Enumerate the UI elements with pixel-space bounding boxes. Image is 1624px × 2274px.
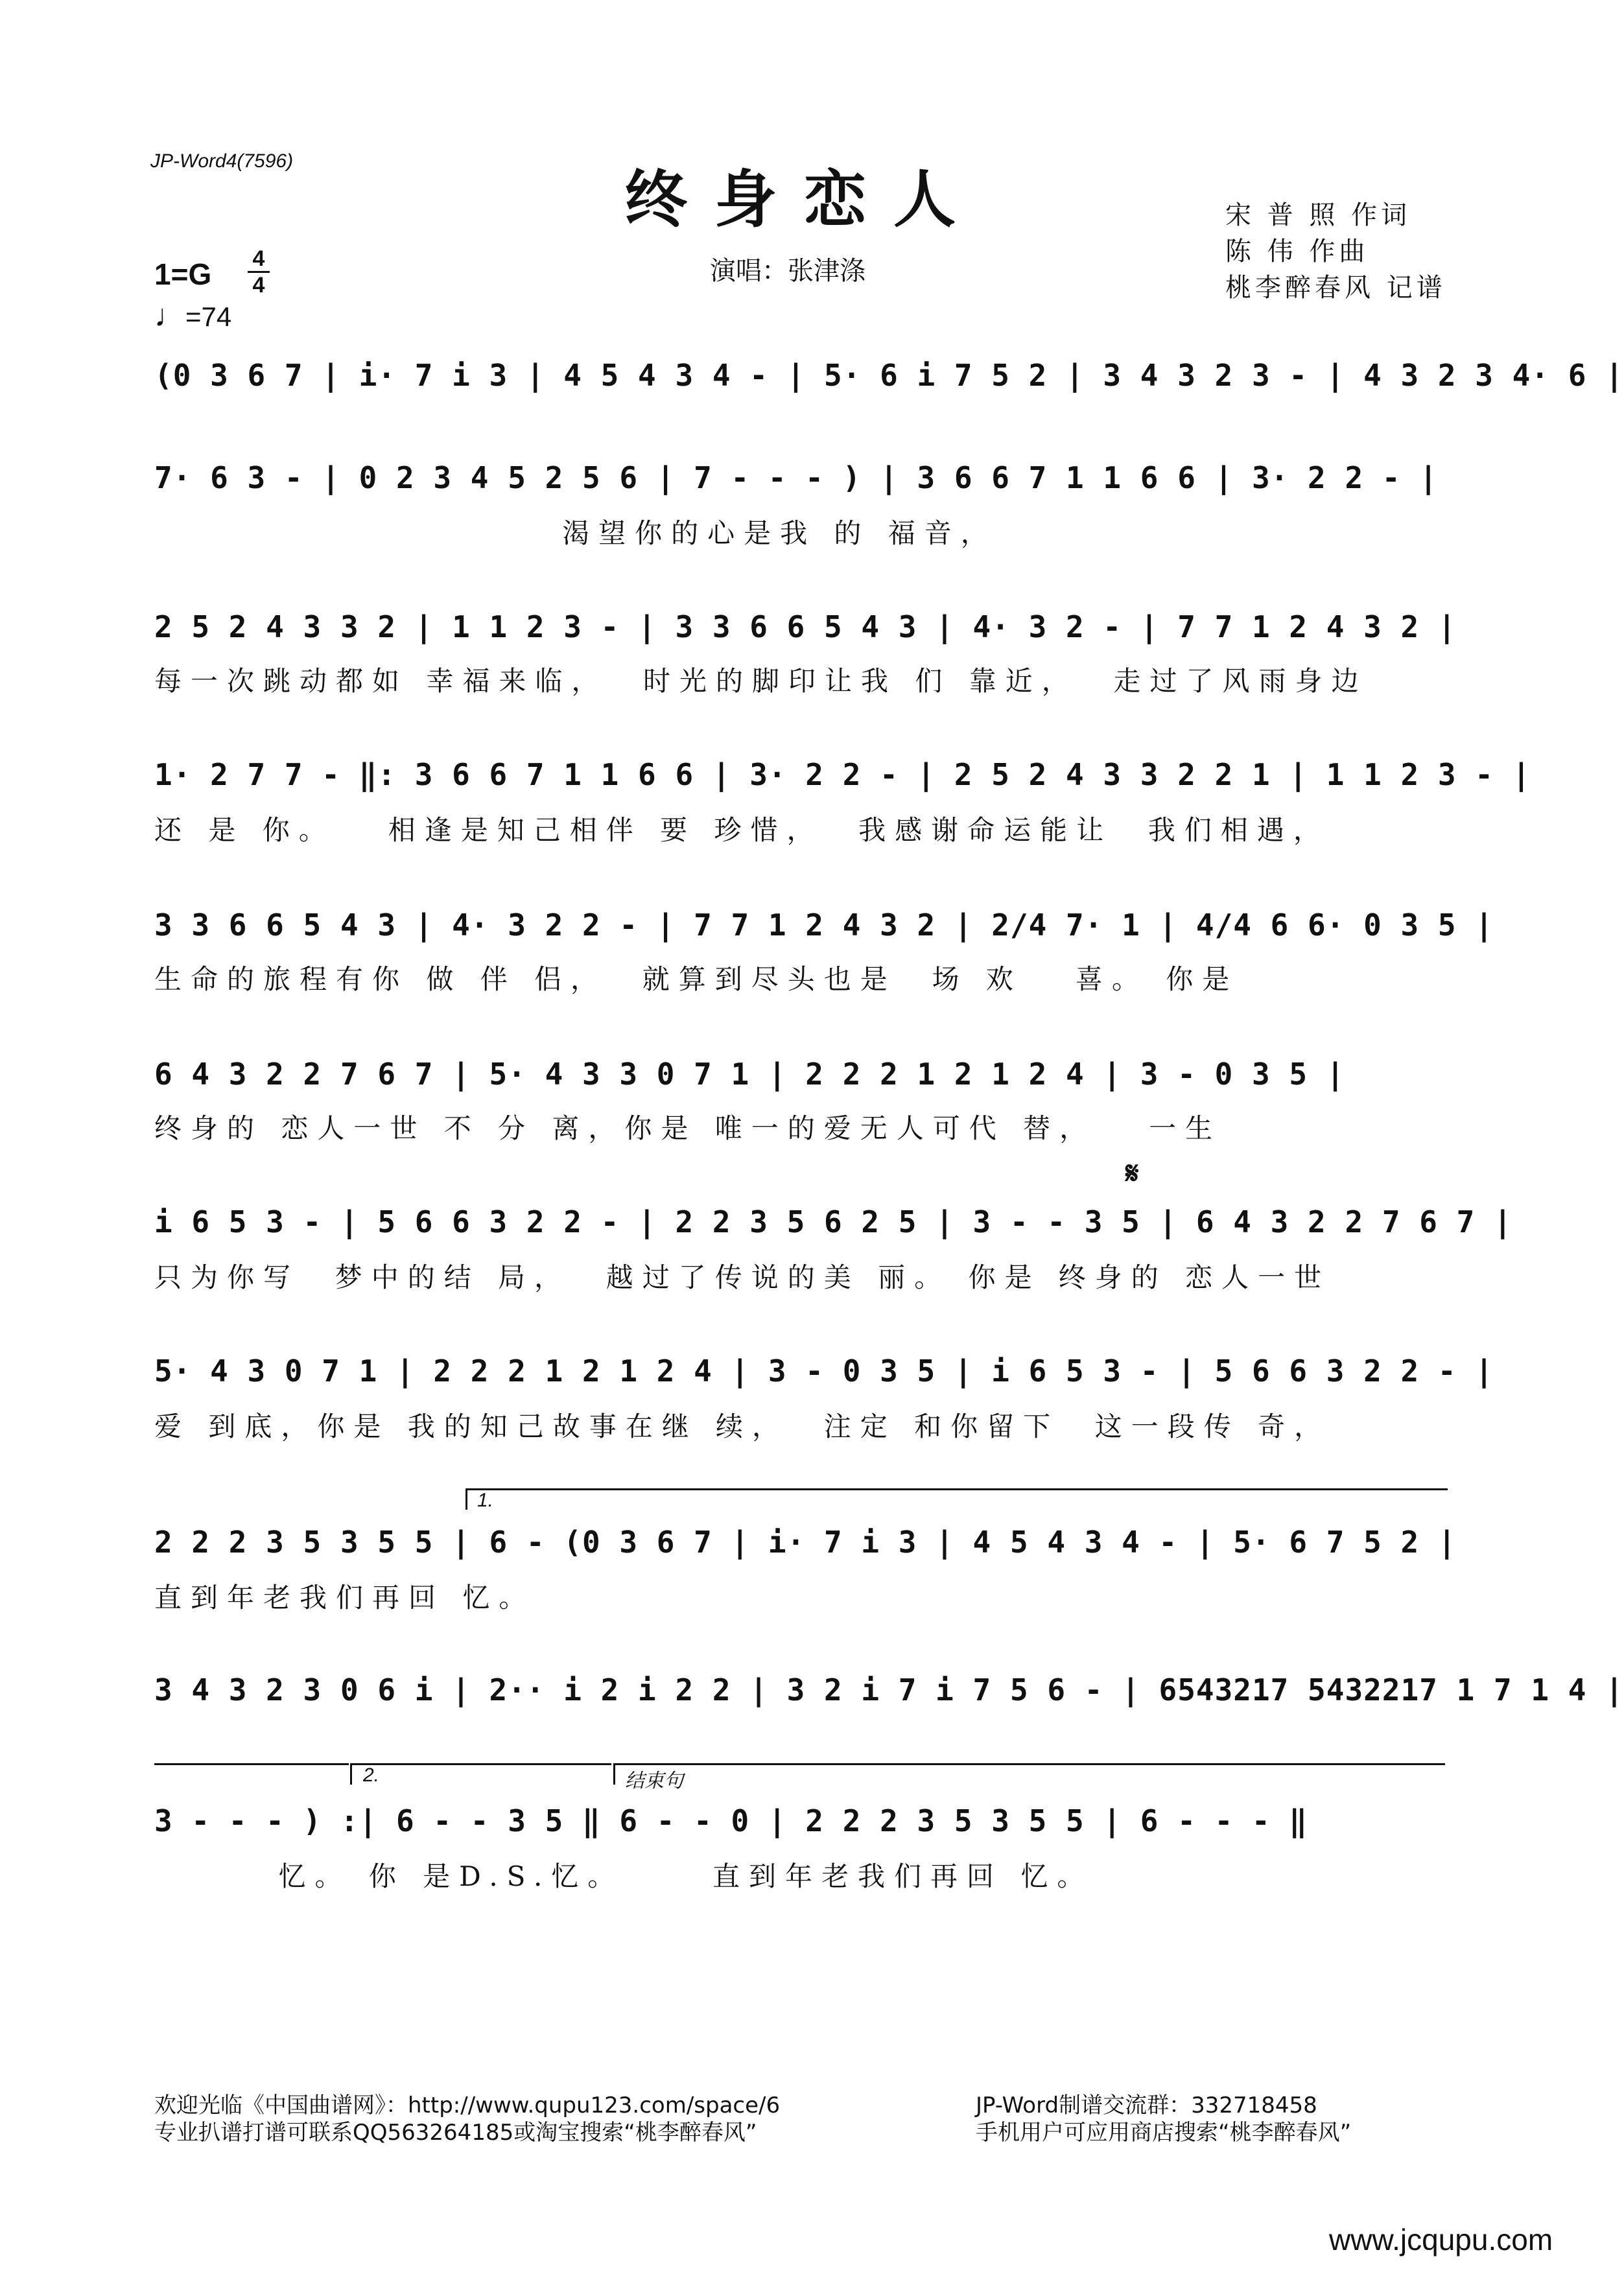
score-line-6-lyrics: 终身的 恋人一世 不 分 离，你是 唯一的爱无人可代 替， 一生	[154, 1112, 1222, 1144]
song-title: 终身恋人	[625, 163, 983, 236]
score-line-9-notes: 2 2 2 3 5 3 5 5 | 6 - (0 3 6 7 | i· 7 i 3 | 4 5 4 3 4 - | 5· 6 7 5 2 |	[154, 1525, 1457, 1560]
ending-bracket	[613, 1763, 1445, 1785]
score-line-10-notes: 3 4 3 2 3 0 6 i | 2·· i 2 i 2 2 | 3 2 i 7 i 7 5 6 - | 6543217 5432217 1 7 1 4 |	[154, 1672, 1624, 1707]
volta-1-bracket	[465, 1488, 1448, 1510]
key-signature: 1=G	[154, 257, 212, 291]
footer-contact-line: 专业扒谱打谱可联系QQ563264185或淘宝搜索“桃李醉春风”	[154, 2120, 757, 2146]
score-line-9-lyrics: 直到年老我们再回 忆。	[154, 1582, 535, 1613]
score-line-11-notes: 3 - - - ) :| 6 - - 3 5 ‖ 6 - - 0 | 2 2 2 3 5 3 5 5 | 6 - - - ‖	[154, 1803, 1308, 1838]
ending-label: 结束句	[625, 1770, 683, 1792]
score-line-8-lyrics: 爱 到底，你是 我的知己故事在继 续， 注定 和你留下 这一段传 奇，	[154, 1411, 1331, 1442]
footer-website-line: 欢迎光临《中国曲谱网》：http://www.qupu123.com/space/6	[154, 2092, 781, 2118]
score-line-4-notes: 1· 2 7 7 - ‖: 3 6 6 7 1 1 6 6 | 3· 2 2 - | 2 5 2 4 3 3 2 2 1 | 1 1 2 3 - |	[154, 757, 1531, 792]
score-line-5-notes: 3 3 6 6 5 4 3 | 4· 3 2 2 - | 7 7 1 2 4 3 2 | 2/4 7· 1 | 4/4 6 6· 0 3 5 |	[154, 908, 1494, 943]
time-signature-bottom: 4	[252, 273, 265, 298]
segno-sign: 𝄋	[1125, 1155, 1139, 1191]
score-line-2-lyrics: 渴望你的心是我 的 福音，	[154, 517, 997, 549]
footer-group-line: JP-Word制谱交流群：332718458	[976, 2092, 1317, 2118]
volta-continuation-line	[154, 1763, 349, 1785]
software-label: JP-Word4(7596)	[150, 150, 294, 172]
composer-credit: 陈 伟 作曲	[1225, 237, 1369, 266]
volta-1-label: 1.	[477, 1490, 494, 1511]
tempo-value: =74	[185, 301, 232, 332]
time-signature-top: 4	[252, 246, 265, 271]
score-line-11-lyrics: 忆。 你 是D.S.忆。 直到年老我们再回 忆。	[154, 1860, 1094, 1892]
score-line-8-notes: 5· 4 3 0 7 1 | 2 2 2 1 2 1 2 4 | 3 - 0 3 5 | i 6 5 3 - | 5 6 6 3 2 2 - |	[154, 1354, 1494, 1389]
score-line-2-notes: 7· 6 3 - | 0 2 3 4 5 2 5 6 | 7 - - - ) | 3 6 6 7 1 1 6 6 | 3· 2 2 - |	[154, 460, 1438, 495]
volta-2-label: 2.	[363, 1764, 380, 1786]
quarter-note-icon: ♩	[154, 299, 185, 333]
watermark: www.jcqupu.com	[1329, 2223, 1553, 2256]
score-line-1-notes: (0 3 6 7 | i· 7 i 3 | 4 5 4 3 4 - | 5· 6 i 7 5 2 | 3 4 3 2 3 - | 4 3 2 3 4· 6 |	[154, 358, 1624, 393]
transcriber-credit: 桃李醉春风 记谱	[1225, 273, 1446, 303]
score-line-5-lyrics: 生命的旅程有你 做 伴 侣， 就算到尽头也是 场 欢 喜。 你是	[154, 963, 1239, 995]
score-line-6-notes: 6 4 3 2 2 7 6 7 | 5· 4 3 3 0 7 1 | 2 2 2 1 2 1 2 4 | 3 - 0 3 5 |	[154, 1057, 1345, 1092]
singer-credit: 演唱：张津涤	[710, 256, 865, 286]
tempo-marking	[154, 298, 231, 334]
footer-app-line: 手机用户可应用商店搜索“桃李醉春风”	[976, 2120, 1352, 2146]
time-signature	[248, 248, 270, 296]
score-line-7-lyrics: 只为你写 梦中的结 局， 越过了传说的美 丽。 你是 终身的 恋人一世	[154, 1261, 1331, 1293]
score-line-7-notes: i 6 5 3 - | 5 6 6 3 2 2 - | 2 2 3 5 6 2 5 | 3 - - 3 5 | 6 4 3 2 2 7 6 7 |	[154, 1204, 1512, 1239]
score-line-3-lyrics: 每一次跳动都如 幸福来临， 时光的脚印让我 们 靠近， 走过了风雨身边	[154, 665, 1368, 697]
score-line-3-notes: 2 5 2 4 3 3 2 | 1 1 2 3 - | 3 3 6 6 5 4 3 | 4· 3 2 - | 7 7 1 2 4 3 2 |	[154, 609, 1457, 644]
volta-2-bracket	[350, 1763, 611, 1785]
score-line-4-lyrics: 还 是 你。 相逢是知己相伴 要 珍惜， 我感谢命运能让 我们相遇，	[154, 814, 1330, 846]
lyricist-credit: 宋 普 照 作词	[1225, 200, 1411, 230]
